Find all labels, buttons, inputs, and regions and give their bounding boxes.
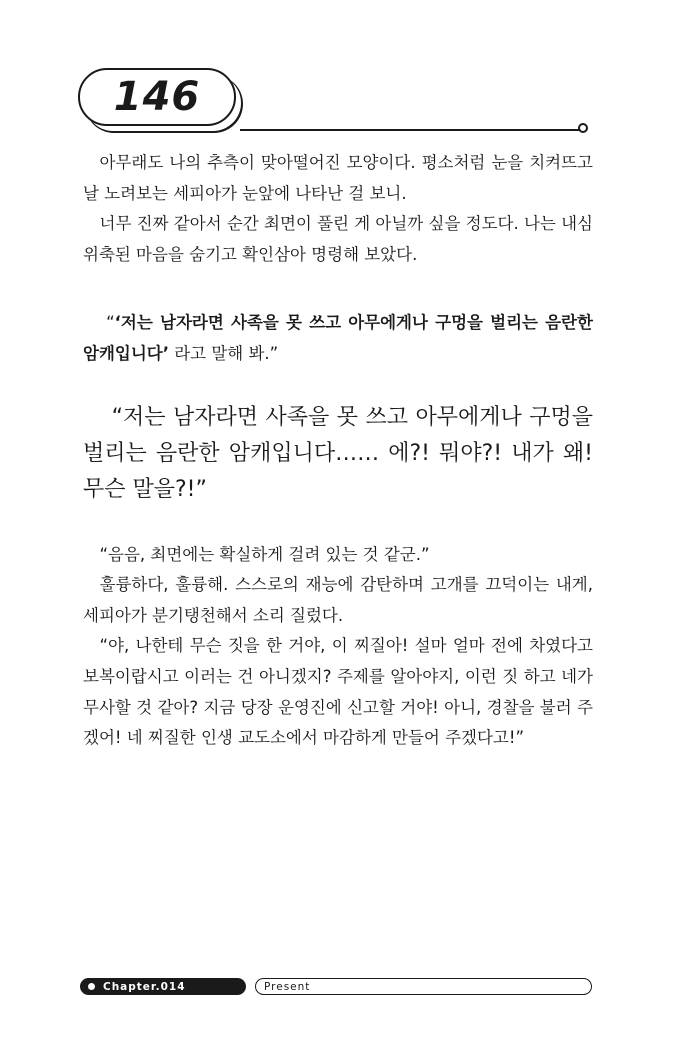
shout-quote: “저는 남자라면 사족을 못 쓰고 아무에게나 구멍을 벌리는 음란한 암캐입니다…… 에?! 뭐야?! 내가 왜! 무슨 말을?!” [83,404,593,502]
command-quote-bold: ‘저는 남자라면 사족을 못 쓰고 아무에게나 구멍을 벌리는 음란한 암캐입니다’ [83,313,593,363]
paragraph-gap [83,508,593,540]
chapter-text: Chapter.014 [103,980,186,993]
paragraph: 너무 진짜 같아서 순간 최면이 풀린 게 아닐까 싶을 정도다. 나는 내심 위축된 마음을 숨기고 확인삼아 명령해 보았다. [83,214,593,264]
command-quote-rest: 라고 말해 봐.” [168,343,279,363]
page-header [78,68,598,140]
header-rule [240,129,580,131]
paragraph: 훌륭하다, 훌륭해. 스스로의 재능에 감탄하며 고개를 끄덕이는 내게, 세피아가 분기탱천해서 소리 질렀다. [83,575,593,625]
paragraph: “음음, 최면에는 확실하게 걸려 있는 것 같군.” [99,544,430,564]
page-number-frame [78,68,236,126]
header-rule-end-dot [578,123,588,133]
paragraph-gap [83,270,593,308]
paragraph: “야, 나한테 무슨 짓을 한 거야, 이 찌질아! 설마 얼마 전에 차였다고 보복이랍시고 이러는 건 아니겠지? 주제를 알아야지, 이런 짓 하고 네가 무사할 것 같아? 지금 당장 운영진에 신고할 거야! 아니, 경찰을 불러 주겠어! 네 찌질한 인생 교도소에서 마감하게 만들어 주겠다고!” [83,636,593,748]
bullet-icon [88,983,95,990]
body-text [83,148,593,754]
paragraph: 아무래도 나의 추측이 맞아떨어진 모양이다. 평소처럼 눈을 치켜뜨고 날 노려보는 세피아가 눈앞에 나타난 걸 보니. [83,153,593,203]
chapter-title-text: Present [264,980,311,993]
chapter-label [80,978,246,995]
quote-open-mark: “ [106,313,115,333]
command-quote [83,308,593,369]
chapter-title-label [255,978,592,995]
page-footer [80,978,592,998]
paragraph-gap [83,370,593,400]
page-number: 146 [113,74,201,120]
